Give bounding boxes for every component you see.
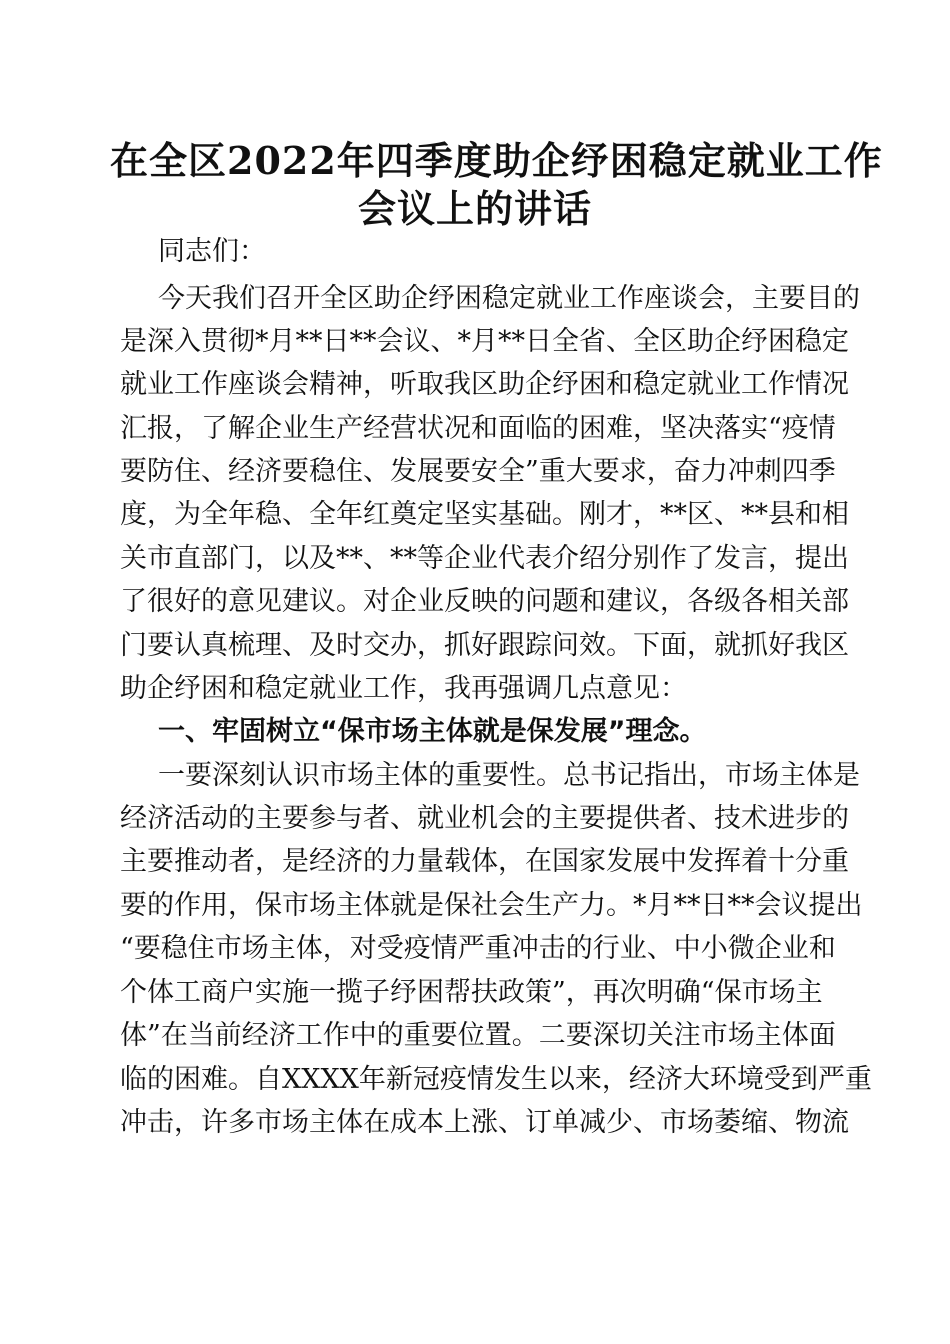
paragraph-2-line: 一要深刻认识市场主体的重要性。总书记指出，市场主体是	[158, 760, 860, 791]
paragraph-2-line: 临的困难。自XXXX年新冠疫情发生以来，经济大环境受到严重	[120, 1064, 872, 1095]
paragraph-1-line: 度，为全年稳、全年红奠定坚实基础。刚才，**区、**县和相	[120, 499, 849, 530]
paragraph-1-line: 是深入贯彻*月**日**会议、*月**日全省、全区助企纾困稳定	[120, 326, 849, 357]
paragraph-2-line: 经济活动的主要参与者、就业机会的主要提供者、技术进步的	[120, 803, 849, 834]
section-1-heading: 一、牢固树立“保市场主体就是保发展”理念。	[158, 716, 707, 747]
document-title-line-2: 会议上的讲话	[357, 186, 592, 231]
paragraph-2-line: 要的作用，保市场主体就是保社会生产力。*月**日**会议提出	[120, 890, 863, 921]
paragraph-1-line: 助企纾困和稳定就业工作，我再强调几点意见：	[120, 673, 687, 704]
paragraph-1-line: 就业工作座谈会精神，听取我区助企纾困和稳定就业工作情况	[120, 369, 849, 400]
paragraph-2-line: 主要推动者，是经济的力量载体，在国家发展中发挥着十分重	[120, 846, 849, 877]
paragraph-1-line: 关市直部门，以及**、**等企业代表介绍分别作了发言，提出	[120, 543, 849, 574]
document-title-line-1: 在全区2022年四季度助企纾困稳定就业工作	[110, 138, 883, 183]
salutation: 同志们：	[158, 236, 266, 267]
paragraph-1-line: 了很好的意见建议。对企业反映的问题和建议，各级各相关部	[120, 586, 849, 617]
paragraph-2-line: 体”在当前经济工作中的重要位置。二要深切关注市场主体面	[120, 1020, 836, 1051]
paragraph-1-line: 今天我们召开全区助企纾困稳定就业工作座谈会，主要目的	[158, 283, 860, 314]
paragraph-1-line: 要防住、经济要稳住、发展要安全”重大要求，奋力冲刺四季	[120, 456, 836, 487]
paragraph-2-line: “要稳住市场主体，对受疫情严重冲击的行业、中小微企业和	[120, 933, 836, 964]
paragraph-2-line: 个体工商户实施一揽子纾困帮扶政策”，再次明确“保市场主	[120, 977, 823, 1008]
paragraph-1-line: 门要认真梳理、及时交办，抓好跟踪问效。下面，就抓好我区	[120, 630, 849, 661]
paragraph-2-line: 冲击，许多市场主体在成本上涨、订单减少、市场萎缩、物流	[120, 1107, 849, 1138]
paragraph-1-line: 汇报，了解企业生产经营状况和面临的困难，坚决落实“疫情	[120, 413, 836, 444]
